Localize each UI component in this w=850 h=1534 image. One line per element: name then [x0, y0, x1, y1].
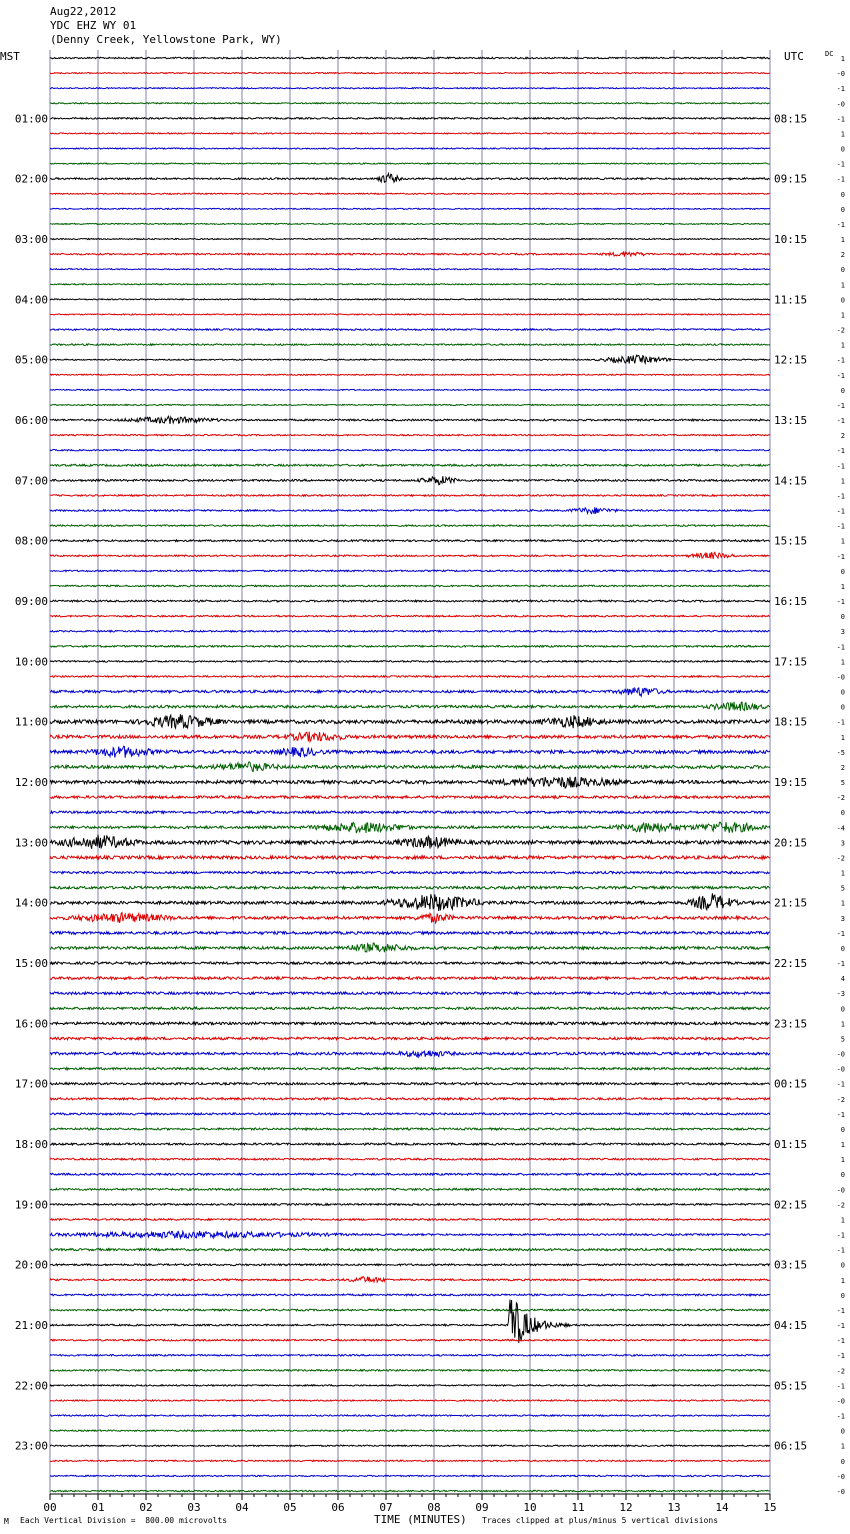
trace-line: [50, 1068, 770, 1070]
trace-line: [50, 811, 770, 813]
dc-offset: -1: [836, 356, 845, 365]
dc-offset: -1: [836, 1337, 845, 1346]
dc-offset: -1: [836, 1382, 845, 1391]
dc-offset: -1: [836, 401, 845, 410]
dc-offset: -2: [836, 1095, 845, 1104]
dc-offset: -1: [836, 1231, 845, 1240]
trace-line: [50, 1415, 770, 1416]
trace-line: [50, 615, 770, 617]
mst-hour-label: 07:00: [14, 474, 48, 488]
dc-offset: -1: [836, 447, 845, 456]
trace-line: [50, 1083, 770, 1085]
dc-offset: 0: [840, 613, 845, 622]
dc-offset: 1: [840, 55, 845, 63]
dc-offset: -1: [836, 522, 845, 531]
trace-line: [50, 1264, 770, 1266]
dc-offset: 1: [840, 1276, 845, 1285]
dc-label: DC: [825, 50, 834, 58]
dc-offset: 0: [840, 944, 845, 953]
dc-offset: -1: [836, 417, 845, 426]
trace-line: [50, 404, 770, 405]
trace-line: [50, 1300, 770, 1343]
trace-line: [50, 1037, 770, 1040]
dc-offset: -1: [836, 1110, 845, 1119]
utc-hour-label: 06:15: [774, 1439, 808, 1453]
x-tick-label: 15: [763, 1501, 777, 1514]
trace-line: [50, 344, 770, 346]
trace-line: [50, 1339, 770, 1341]
dc-offset: 1: [840, 311, 845, 320]
x-axis-title: TIME (MINUTES): [374, 1513, 467, 1526]
trace-line: [50, 464, 770, 466]
dc-offset: -2: [836, 326, 845, 335]
trace-line: [50, 103, 770, 104]
trace-line: [50, 746, 770, 758]
trace-line: [50, 163, 770, 164]
trace-line: [50, 1143, 770, 1145]
trace-line: [50, 434, 770, 435]
dc-offset: -1: [836, 492, 845, 501]
dc-offset: 0: [840, 1427, 845, 1436]
utc-hour-label: 19:15: [774, 776, 808, 790]
mst-hour-label: 08:00: [14, 534, 48, 548]
trace-line: [50, 1294, 770, 1296]
utc-hour-label: 23:15: [774, 1017, 808, 1031]
dc-offset: -0: [836, 70, 845, 79]
trace-line: [50, 449, 770, 450]
trace-line: [50, 1231, 770, 1238]
trace-line: [50, 1277, 770, 1282]
mst-hour-label: 19:00: [14, 1198, 48, 1212]
trace-line: [50, 822, 770, 833]
x-tick-label: 08: [427, 1501, 441, 1514]
trace-line: [50, 374, 770, 375]
dc-offset: 1: [840, 582, 845, 591]
trace-line: [50, 913, 770, 923]
dc-offset: 5: [840, 884, 845, 893]
dc-offset: -1: [836, 598, 845, 607]
mst-hour-label: 17:00: [14, 1077, 48, 1091]
mst-hour-label: 14:00: [14, 896, 48, 910]
trace-line: [50, 284, 770, 285]
dc-offset: -1: [836, 175, 845, 184]
trace-line: [50, 1022, 770, 1025]
trace-line: [50, 476, 770, 485]
dc-offset: -1: [836, 1246, 845, 1255]
dc-offset: 0: [840, 386, 845, 395]
trace-line: [50, 943, 770, 952]
trace-line: [50, 688, 770, 696]
x-tick-label: 06: [331, 1501, 345, 1514]
scale-note: Each Vertical Division = 800.00 microvolts: [20, 1516, 228, 1525]
trace-line: [50, 886, 770, 889]
dc-offset: -0: [836, 1186, 845, 1195]
trace-line: [50, 1113, 770, 1115]
trace-line: [50, 645, 770, 647]
header-date: Aug22,2012: [50, 5, 117, 18]
trace-line: [50, 732, 770, 742]
dc-offset: -1: [836, 960, 845, 969]
dc-offset: -2: [836, 854, 845, 863]
dc-offset: 3: [840, 628, 845, 637]
trace-line: [50, 585, 770, 587]
x-tick-label: 02: [139, 1501, 153, 1514]
x-tick-label: 09: [475, 1501, 489, 1514]
dc-offset: 0: [840, 809, 845, 818]
utc-hour-label: 22:15: [774, 957, 808, 971]
trace-line: [50, 992, 770, 995]
dc-offset: -1: [836, 1352, 845, 1361]
dc-offset: 1: [840, 1156, 845, 1165]
dc-offset: 1: [840, 733, 845, 742]
mst-hour-label: 10:00: [14, 655, 48, 669]
dc-offset: -2: [836, 1201, 845, 1210]
dc-offset: 1: [840, 477, 845, 486]
x-tick-label: 10: [523, 1501, 537, 1514]
utc-hour-label: 04:15: [774, 1319, 808, 1333]
trace-line: [50, 389, 770, 390]
dc-offset: -0: [836, 1397, 845, 1406]
dc-offset: 1: [840, 1141, 845, 1150]
dc-offset: -1: [836, 220, 845, 229]
x-tick-label: 07: [379, 1501, 393, 1514]
dc-offset: 1: [840, 281, 845, 290]
dc-offset: 0: [840, 1291, 845, 1300]
dc-offset: 2: [840, 432, 845, 441]
dc-offset: 0: [840, 567, 845, 576]
utc-hour-label: 14:15: [774, 474, 808, 488]
trace-line: [50, 1490, 770, 1491]
dc-offset: -1: [836, 85, 845, 94]
trace-line: [50, 1188, 770, 1190]
dc-offset: 1: [840, 658, 845, 667]
utc-hour-label: 20:15: [774, 836, 808, 850]
mst-hour-label: 04:00: [14, 293, 48, 307]
trace-line: [50, 355, 770, 363]
dc-offset: 3: [840, 914, 845, 923]
trace-line: [50, 1445, 770, 1446]
utc-hour-label: 10:15: [774, 233, 808, 247]
dc-offset: -2: [836, 794, 845, 803]
x-tick-label: 05: [283, 1501, 297, 1514]
trace-line: [50, 570, 770, 572]
trace-line: [50, 1354, 770, 1356]
dc-offset: 0: [840, 190, 845, 199]
utc-hour-label: 16:15: [774, 595, 808, 609]
dc-offset: 0: [840, 296, 845, 305]
dc-offset: 2: [840, 763, 845, 772]
dc-offset: -1: [836, 160, 845, 169]
dc-offset: 0: [840, 1125, 845, 1134]
mst-hour-label: 11:00: [14, 715, 48, 729]
dc-offset: -0: [836, 1472, 845, 1481]
x-tick-label: 11: [571, 1501, 585, 1514]
trace-line: [50, 525, 770, 527]
dc-offset: -1: [836, 1306, 845, 1315]
utc-hour-label: 13:15: [774, 414, 808, 428]
mst-hour-label: 20:00: [14, 1258, 48, 1272]
dc-offset: 1: [840, 1216, 845, 1225]
dc-offset: -1: [836, 115, 845, 124]
dc-offset: -1: [836, 1322, 845, 1331]
trace-line: [50, 1475, 770, 1476]
dc-offset: 0: [840, 145, 845, 154]
x-tick-label: 14: [715, 1501, 729, 1514]
trace-line: [50, 495, 770, 497]
mst-hour-label: 21:00: [14, 1319, 48, 1333]
trace-line: [50, 600, 770, 602]
header-location: (Denny Creek, Yellowstone Park, WY): [50, 33, 282, 46]
trace-line: [50, 238, 770, 239]
mst-hour-label: 01:00: [14, 112, 48, 126]
mst-hour-label: 06:00: [14, 414, 48, 428]
dc-offset: -3: [836, 990, 845, 999]
corner-mark: M: [4, 1517, 9, 1526]
trace-line: [50, 702, 770, 711]
utc-hour-label: 15:15: [774, 534, 808, 548]
trace-line: [50, 416, 770, 424]
mst-hour-label: 09:00: [14, 595, 48, 609]
dc-offset: -2: [836, 1367, 845, 1376]
mst-hour-label: 15:00: [14, 957, 48, 971]
trace-line: [50, 931, 770, 934]
dc-offset: -0: [836, 673, 845, 682]
mst-label: MST: [0, 50, 20, 63]
trace-line: [50, 540, 770, 542]
trace-line: [50, 676, 770, 678]
dc-offset: -0: [836, 100, 845, 109]
trace-line: [50, 1430, 770, 1431]
utc-hour-label: 00:15: [774, 1077, 808, 1091]
trace-line: [50, 661, 770, 663]
dc-offset: 1: [840, 899, 845, 908]
x-tick-label: 00: [43, 1501, 57, 1514]
dc-offset: 1: [840, 236, 845, 245]
dc-offset: 5: [840, 1035, 845, 1044]
dc-offset: 1: [840, 537, 845, 546]
dc-offset: -1: [836, 371, 845, 380]
dc-offset: 1: [840, 130, 845, 139]
dc-offset: -1: [836, 718, 845, 727]
dc-offset: -0: [836, 1488, 845, 1496]
dc-offset: -1: [836, 552, 845, 561]
dc-offset: -1: [836, 1080, 845, 1089]
trace-line: [50, 1309, 770, 1311]
trace-line: [50, 269, 770, 270]
trace-line: [50, 314, 770, 315]
x-tick-label: 12: [619, 1501, 633, 1514]
mst-hour-label: 13:00: [14, 836, 48, 850]
dc-offset: -0: [836, 1065, 845, 1074]
dc-offset: 0: [840, 1171, 845, 1180]
trace-line: [50, 133, 770, 134]
trace-line: [50, 630, 770, 632]
header-station: YDC EHZ WY 01: [50, 19, 137, 32]
mst-hour-label: 12:00: [14, 776, 48, 790]
dc-offset: 0: [840, 1261, 845, 1270]
dc-offset: -1: [836, 507, 845, 516]
clip-note: Traces clipped at plus/minus 5 vertical divisions: [482, 1516, 719, 1525]
trace-line: [50, 962, 770, 964]
dc-offset: 1: [840, 1442, 845, 1451]
trace-line: [50, 856, 770, 859]
trace-line: [50, 148, 770, 149]
dc-offset: -1: [836, 929, 845, 938]
trace-line: [50, 1007, 770, 1009]
trace-line: [50, 1249, 770, 1251]
trace-line: [50, 777, 770, 788]
trace-line: [50, 329, 770, 331]
trace-line: [50, 977, 770, 980]
trace-line: [50, 72, 770, 73]
utc-hour-label: 11:15: [774, 293, 808, 307]
mst-hour-label: 23:00: [14, 1439, 48, 1453]
trace-line: [50, 871, 770, 873]
trace-line: [50, 208, 770, 209]
dc-offset: 0: [840, 703, 845, 712]
mst-hour-label: 16:00: [14, 1017, 48, 1031]
trace-line: [50, 1219, 770, 1221]
dc-offset: -1: [836, 643, 845, 652]
trace-line: [50, 507, 770, 514]
dc-offset: -0: [836, 1050, 845, 1059]
trace-line: [50, 252, 770, 256]
trace-line: [50, 88, 770, 89]
utc-hour-label: 18:15: [774, 715, 808, 729]
utc-hour-label: 02:15: [774, 1198, 808, 1212]
trace-line: [50, 714, 770, 728]
trace-line: [50, 1128, 770, 1130]
utc-hour-label: 05:15: [774, 1379, 808, 1393]
mst-hour-label: 22:00: [14, 1379, 48, 1393]
trace-line: [50, 223, 770, 224]
utc-hour-label: 03:15: [774, 1258, 808, 1272]
trace-line: [50, 1460, 770, 1461]
utc-hour-label: 01:15: [774, 1138, 808, 1152]
trace-line: [50, 57, 770, 59]
trace-line: [50, 1204, 770, 1206]
dc-offset: 4: [840, 975, 845, 984]
trace-line: [50, 796, 770, 799]
dc-offset: 3: [840, 839, 845, 848]
trace-line: [50, 1370, 770, 1372]
mst-hour-label: 02:00: [14, 172, 48, 186]
dc-offset: 5: [840, 779, 845, 788]
dc-offset: 0: [840, 266, 845, 275]
x-tick-label: 04: [235, 1501, 249, 1514]
dc-offset: 0: [840, 205, 845, 214]
utc-label: UTC: [784, 50, 804, 63]
dc-offset: 0: [840, 1457, 845, 1466]
dc-offset: -5: [836, 748, 845, 757]
dc-offset: 1: [840, 869, 845, 878]
x-tick-label: 03: [187, 1501, 201, 1514]
dc-offset: -1: [836, 1412, 845, 1421]
dc-offset: 0: [840, 1005, 845, 1014]
utc-hour-label: 17:15: [774, 655, 808, 669]
utc-hour-label: 09:15: [774, 172, 808, 186]
trace-line: [50, 1051, 770, 1057]
utc-hour-label: 21:15: [774, 896, 808, 910]
trace-line: [50, 1158, 770, 1160]
trace-line: [50, 835, 770, 849]
mst-hour-label: 03:00: [14, 233, 48, 247]
trace-line: [50, 174, 770, 183]
trace-line: [50, 299, 770, 300]
utc-hour-label: 12:15: [774, 353, 808, 367]
dc-offset: 0: [840, 688, 845, 697]
trace-line: [50, 193, 770, 194]
x-tick-label: 13: [667, 1501, 681, 1514]
trace-line: [50, 1385, 770, 1386]
trace-line: [50, 1098, 770, 1100]
trace-line: [50, 893, 770, 911]
mst-hour-label: 18:00: [14, 1138, 48, 1152]
dc-offset: 1: [840, 341, 845, 350]
trace-line: [50, 1400, 770, 1401]
dc-offset: 1: [840, 1020, 845, 1029]
dc-offset: -4: [836, 824, 845, 833]
x-tick-label: 01: [91, 1501, 105, 1514]
utc-hour-label: 08:15: [774, 112, 808, 126]
dc-offset: -1: [836, 462, 845, 471]
trace-line: [50, 762, 770, 772]
trace-line: [50, 118, 770, 120]
trace-line: [50, 552, 770, 559]
trace-line: [50, 1173, 770, 1175]
dc-offset: 2: [840, 251, 845, 260]
mst-hour-label: 05:00: [14, 353, 48, 367]
